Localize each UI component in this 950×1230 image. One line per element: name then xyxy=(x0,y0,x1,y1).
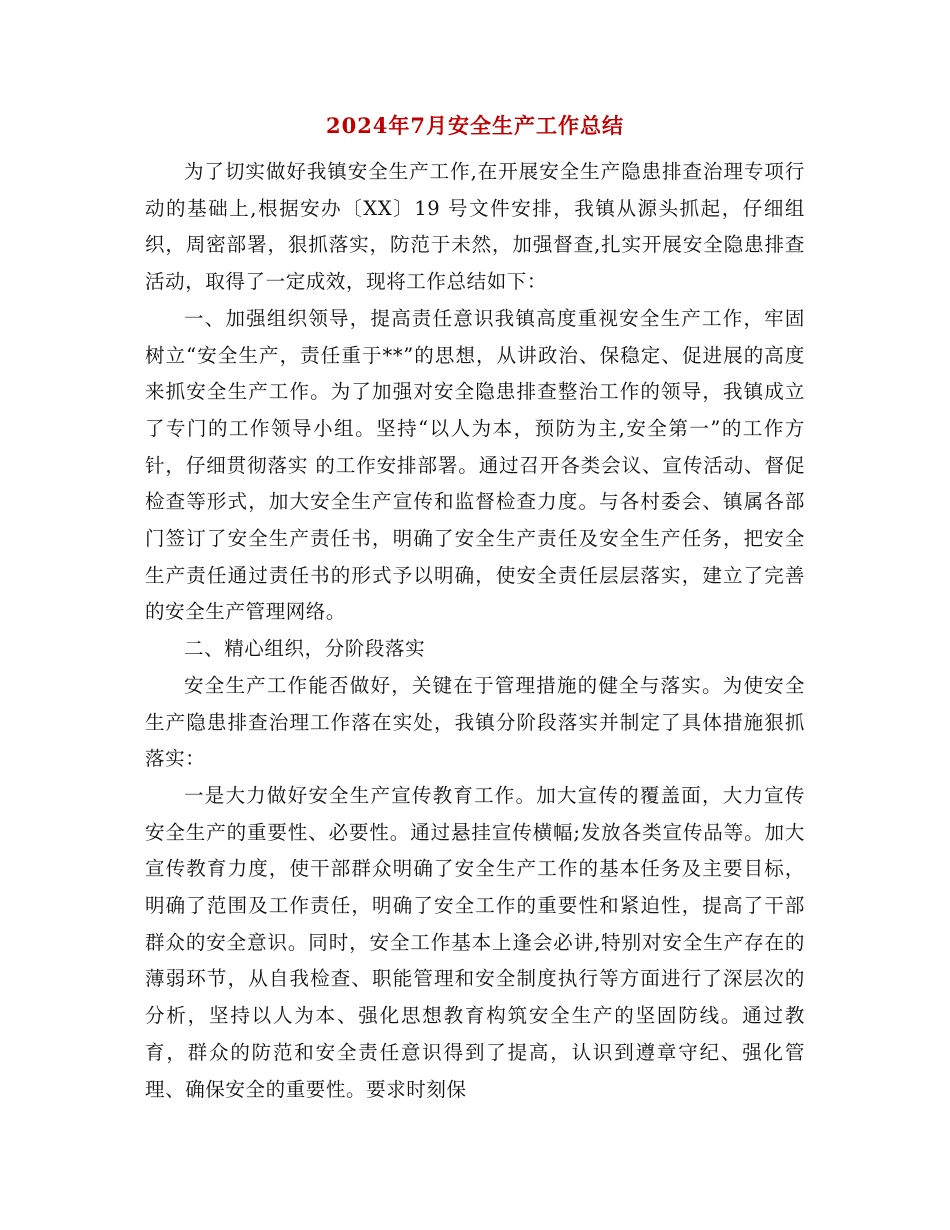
document-body xyxy=(145,154,805,1108)
paragraph-section-2-heading: 二、精心组织，分阶段落实 xyxy=(184,637,426,661)
paragraph-section-2-intro: 安全生产工作能否做好，关键在于管理措施的健全与落实。为使安全生产隐患排查治理工作落在实处，我镇分阶段落实并制定了具体措施狠抓落实： xyxy=(145,673,805,771)
paragraph-intro: 为了切实做好我镇安全生产工作,在开展安全生产隐患排查治理专项行动的基础上,根据安办〔XX〕19 号文件安排，我镇从源头抓起，仔细组织，周密部署，狠抓落实，防范于未然，加强督查,扎实开展安全隐患排查活动，取得了一定成效，现将工作总结如下： xyxy=(145,160,805,294)
paragraph-section-1: 一、加强组织领导，提高责任意识我镇高度重视安全生产工作，牢固树立“安全生产，责任重于**”的思想，从讲政治、保稳定、促进展的高度来抓安全生产工作。为了加强对安全隐患排查整治工作的领导，我镇成立了专门的工作领导小组。坚持“以人为本，预防为主,安全第一”的工作方针，仔细贯彻落实 的工作安排部署。通过召开各类会议、宣传活动、督促检查等形式，加大安全生产宣传和监督检查力度。与各村委会、镇属各部门签订了安全生产责任书，明确了安全生产责任及安全生产任务，把安全生产责任通过责任书的形式予以明确，使安全责任层层落实，建立了完善的安全生产管理网络。 xyxy=(145,306,805,624)
paragraph-measure-1: 一是大力做好安全生产宣传教育工作。加大宣传的覆盖面，大力宣传安全生产的重要性、必要性。通过悬挂宣传横幅;发放各类宣传品等。加大宣传教育力度，使干部群众明确了安全生产工作的基本任务及主要目标，明确了范围及工作责任，明确了安全工作的重要性和紧迫性，提高了干部群众的安全意识。同时，安全工作基本上逢会必讲,特别对安全生产存在的薄弱环节，从自我检查、职能管理和安全制度执行等方面进行了深层次的分析，坚持以人为本、强化思想教育构筑安全生产的坚固防线。通过教育，群众的防范和安全责任意识得到了提高，认识到遵章守纪、强化管理、确保安全的重要性。要求时刻保 xyxy=(145,783,805,1101)
document-title: 2024年7月安全生产工作总结 xyxy=(325,113,625,138)
